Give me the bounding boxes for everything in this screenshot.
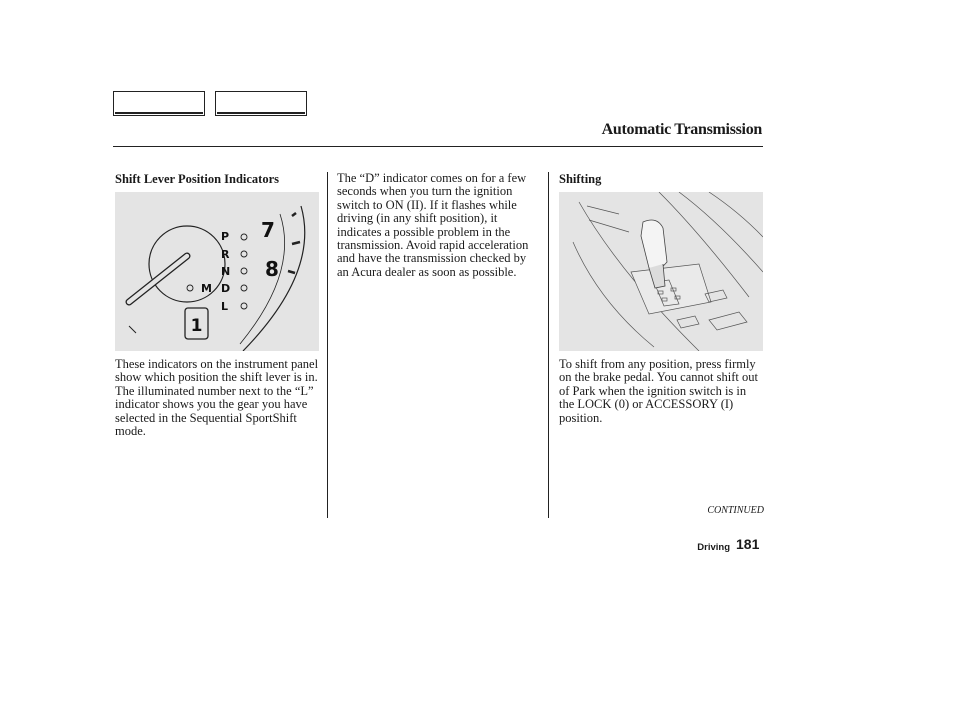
arc-tick bbox=[288, 271, 295, 273]
column-divider bbox=[548, 172, 549, 518]
gear-label-n: N bbox=[221, 265, 231, 278]
shift-indicator-figure bbox=[115, 192, 319, 351]
arc-tick bbox=[292, 213, 296, 216]
console-button bbox=[709, 312, 747, 330]
console-edge bbox=[679, 192, 763, 272]
console-edge bbox=[589, 220, 629, 232]
gear-label-p: P bbox=[221, 230, 230, 243]
tick-mark bbox=[129, 326, 136, 333]
section-heading-shift-indicators: Shift Lever Position Indicators bbox=[115, 172, 280, 186]
nav-next-button[interactable] bbox=[215, 91, 307, 116]
d-indicator-description: The “D” indicator comes on for a few seconds when you turn the ignition switch to ON (II). If it flashes while driving (in any shift position), it indicates a possible problem in the transmission. Avoid rapid acceleration and have the transmission checked by an Acura dealer as soon as possible. bbox=[337, 171, 529, 279]
needle-inner bbox=[129, 256, 187, 302]
console-edge bbox=[587, 206, 619, 214]
shift-lever-figure bbox=[559, 192, 763, 351]
title-rule bbox=[113, 146, 763, 147]
nav-previous-button[interactable] bbox=[113, 91, 205, 116]
page-number: 181 bbox=[736, 536, 760, 552]
indicator-light bbox=[241, 234, 247, 240]
gear-label-r: R bbox=[221, 248, 230, 261]
dial-circle bbox=[149, 226, 225, 302]
indicator-light bbox=[187, 285, 193, 291]
console-edge bbox=[709, 192, 763, 237]
instrument-panel-illustration bbox=[115, 192, 319, 351]
dial-number-8: 8 bbox=[265, 257, 279, 281]
console-button bbox=[677, 316, 699, 328]
footer-section-label: Driving bbox=[697, 542, 730, 553]
indicator-light bbox=[241, 268, 247, 274]
page-title: Automatic Transmission bbox=[601, 121, 762, 138]
indicator-light bbox=[241, 251, 247, 257]
indicator-light bbox=[241, 285, 247, 291]
gear-label-l: L bbox=[221, 300, 229, 313]
gear-label-m: M bbox=[201, 282, 212, 295]
section-heading-shifting: Shifting bbox=[559, 172, 602, 186]
shifting-description: To shift from any position, press firmly on the brake pedal. You cannot shift out of Park when the ignition switch is in the LOCK (0) or ACCESSORY (I) position. bbox=[559, 357, 758, 425]
column-divider bbox=[327, 172, 328, 518]
shift-knob bbox=[641, 220, 667, 269]
console-illustration bbox=[559, 192, 763, 351]
gear-display-number: 1 bbox=[190, 316, 203, 336]
indicator-description: These indicators on the instrument panel show which position the shift lever is in. The illuminated number next to the “L” indicator shows you the gear you have selected in the Sequential SportShift mode. bbox=[115, 357, 319, 439]
gear-label-d: D bbox=[221, 282, 231, 295]
continued-label: CONTINUED bbox=[707, 505, 764, 516]
indicator-light bbox=[241, 303, 247, 309]
arc-tick bbox=[292, 242, 300, 244]
dial-number-7: 7 bbox=[261, 218, 275, 242]
